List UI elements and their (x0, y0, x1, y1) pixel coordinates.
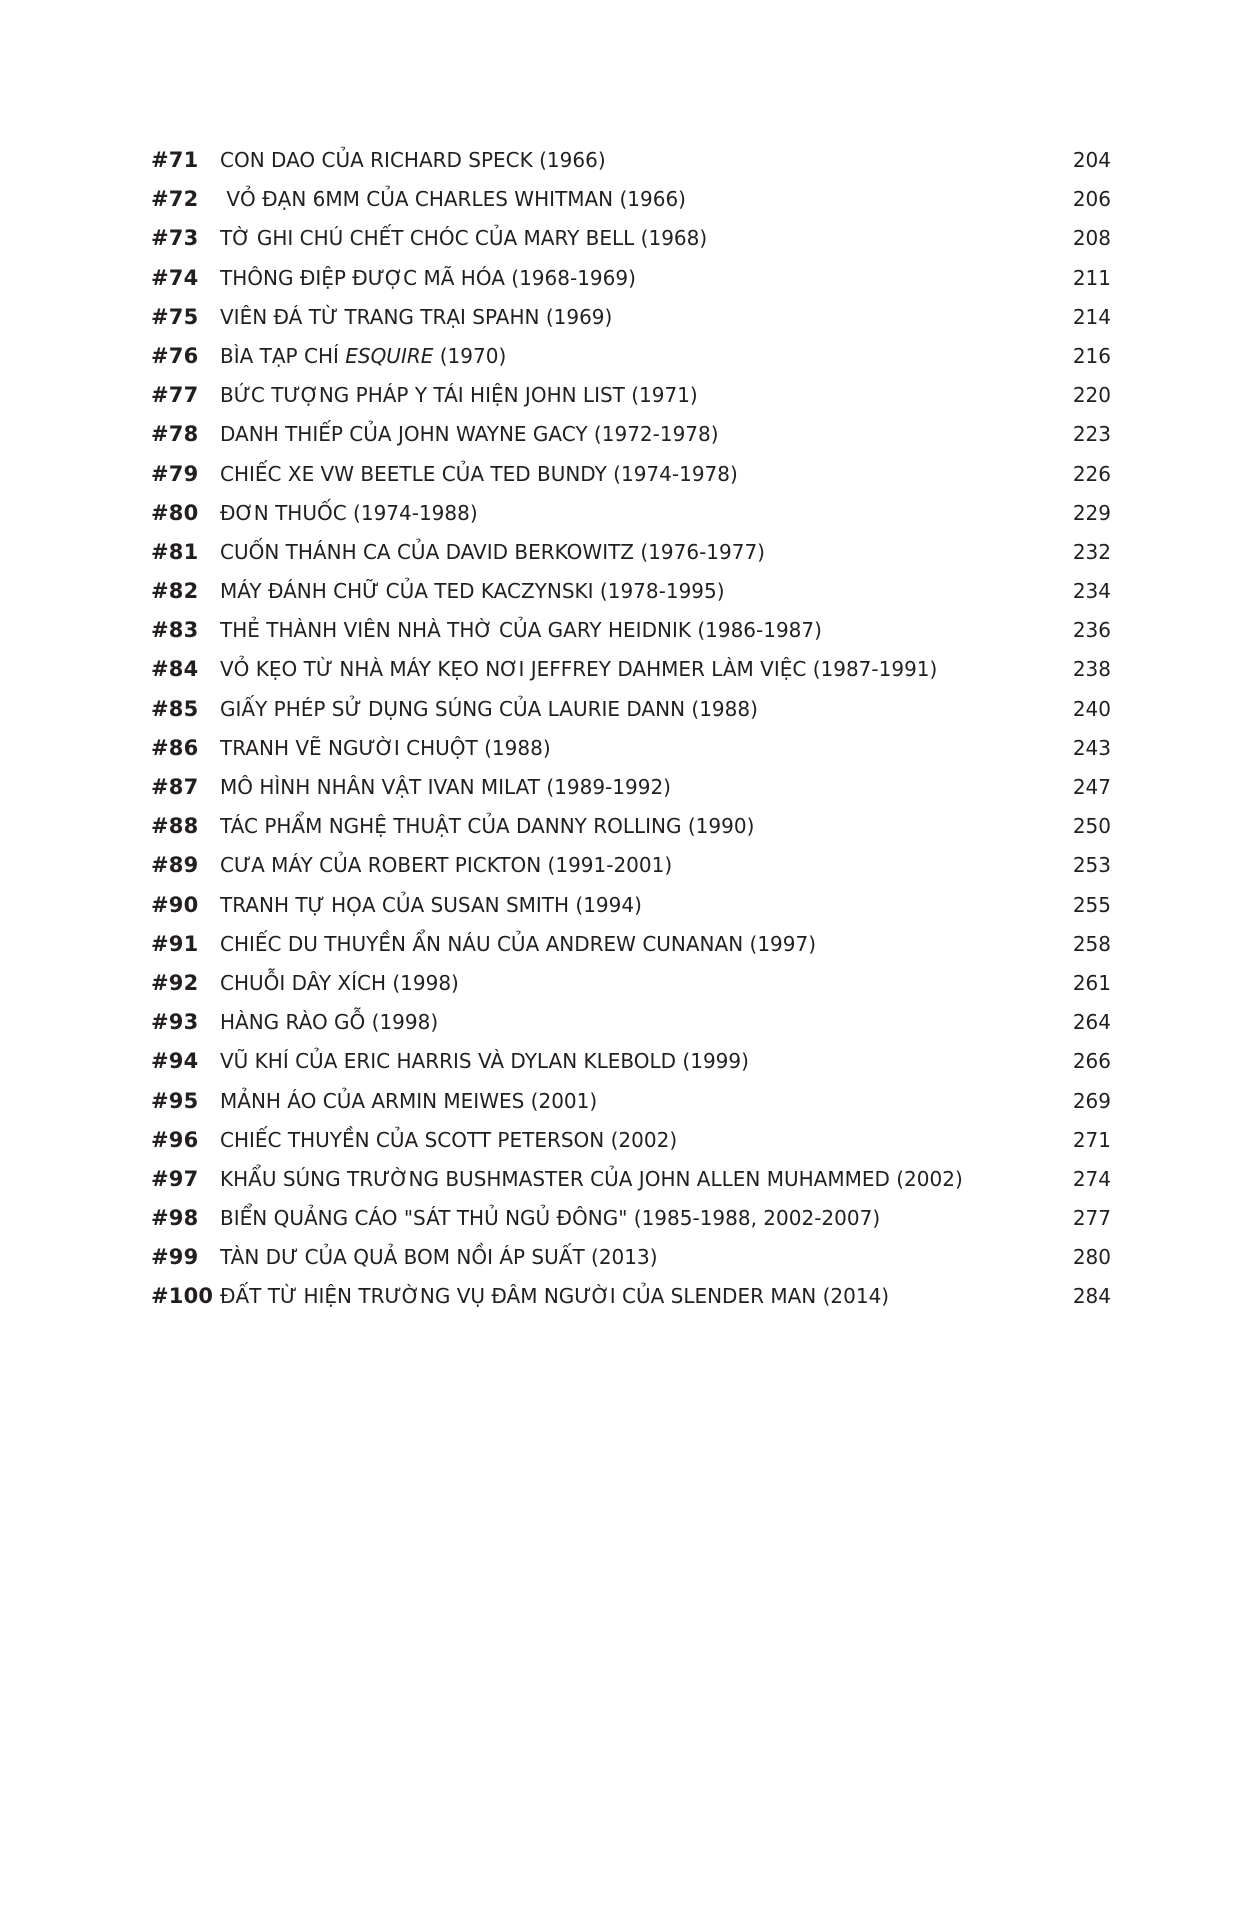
toc-entry (151, 337, 1111, 376)
toc-entry (151, 768, 1111, 807)
entry-number: #78 (151, 422, 199, 447)
entry-number: #85 (151, 696, 199, 721)
toc-entry (151, 690, 1111, 729)
toc-entry (151, 1082, 1111, 1121)
toc-entry (151, 455, 1111, 494)
toc-entry (151, 219, 1111, 258)
entry-page-number: 229 (1072, 500, 1111, 525)
toc-entry (151, 259, 1111, 298)
entry-number: #93 (151, 1010, 199, 1035)
entry-number: #73 (151, 226, 199, 251)
toc-entry (151, 1121, 1111, 1160)
entry-title: MẢNH ÁO CỦA ARMIN MEIWES (2001) (220, 1088, 598, 1113)
toc-entry (151, 298, 1111, 337)
entry-number: #88 (151, 814, 199, 839)
entry-page-number: 277 (1072, 1206, 1111, 1231)
entry-page-number: 234 (1072, 579, 1111, 604)
entry-number: #91 (151, 931, 199, 956)
entry-page-number: 274 (1072, 1166, 1111, 1191)
entry-title-prefix: BÌA TẠP CHÍ (220, 343, 346, 368)
entry-title: VỎ ĐẠN 6MM CỦA CHARLES WHITMAN (1966) (220, 187, 686, 212)
toc-entry (151, 1160, 1111, 1199)
entry-page-number: 238 (1072, 657, 1111, 682)
entry-number: #72 (151, 187, 199, 212)
entry-title: TỜ GHI CHÚ CHẾT CHÓC CỦA MARY BELL (1968) (220, 226, 708, 251)
entry-title: TÀN DƯ CỦA QUẢ BOM NỒI ÁP SUẤT (2013) (220, 1245, 658, 1270)
toc-entry (151, 572, 1111, 611)
toc-entry (151, 376, 1111, 415)
toc-entry (151, 1199, 1111, 1238)
toc-entry (151, 964, 1111, 1003)
entry-title: TRANH TỰ HỌA CỦA SUSAN SMITH (1994) (220, 892, 642, 917)
toc-entry (151, 1003, 1111, 1042)
entry-number: #96 (151, 1127, 199, 1152)
entry-title: THÔNG ĐIỆP ĐƯỢC MÃ HÓA (1968-1969) (220, 265, 636, 290)
toc-entry (151, 729, 1111, 768)
entry-number: #74 (151, 265, 199, 290)
entry-title: VỎ KẸO TỪ NHÀ MÁY KẸO NƠI JEFFREY DAHMER LÀM VIỆC (1987-1991) (220, 657, 938, 682)
entry-page-number: 250 (1072, 814, 1111, 839)
entry-title: VŨ KHÍ CỦA ERIC HARRIS VÀ DYLAN KLEBOLD (1999) (220, 1049, 749, 1074)
entry-title: VIÊN ĐÁ TỪ TRANG TRẠI SPAHN (1969) (220, 304, 613, 329)
entry-page-number: 243 (1072, 735, 1111, 760)
entry-number: #99 (151, 1245, 199, 1270)
entry-number: #71 (151, 148, 199, 172)
entry-page-number: 247 (1072, 775, 1111, 799)
entry-title: TRANH VẼ NGƯỜI CHUỘT (1988) (220, 735, 551, 760)
entry-number: #84 (151, 657, 199, 682)
entry-number: #90 (151, 892, 199, 917)
toc-entry (151, 650, 1111, 689)
toc-entry (151, 494, 1111, 533)
toc-entry (151, 846, 1111, 885)
entry-number: #100 (151, 1284, 214, 1309)
toc-entry (151, 611, 1111, 650)
entry-page-number: 232 (1072, 539, 1111, 564)
entry-number: #75 (151, 304, 199, 329)
entry-page-number: 211 (1072, 265, 1111, 290)
entry-number: #89 (151, 853, 199, 878)
entry-title: CHIẾC THUYỀN CỦA SCOTT PETERSON (2002) (220, 1127, 678, 1152)
entry-number: #92 (151, 970, 199, 995)
entry-page-number: 266 (1072, 1049, 1111, 1074)
entry-number: #82 (151, 579, 199, 604)
entry-title: MÔ HÌNH NHÂN VẬT IVAN MILAT (1989-1992) (220, 775, 671, 799)
entry-title: BIỂN QUẢNG CÁO "SÁT THỦ NGỦ ĐÔNG" (1985-1988, 2002-2007) (220, 1206, 881, 1231)
entry-page-number: 269 (1072, 1088, 1111, 1113)
entry-title: MÁY ĐÁNH CHỮ CỦA TED KACZYNSKI (1978-1995) (220, 579, 725, 604)
entry-page-number: 204 (1072, 148, 1111, 172)
entry-page-number: 206 (1072, 187, 1111, 212)
entry-page-number: 226 (1072, 461, 1111, 486)
entry-page-number: 223 (1072, 422, 1111, 447)
entry-page-number: 236 (1072, 618, 1111, 643)
entry-title: ĐƠN THUỐC (1974-1988) (220, 500, 478, 525)
entry-page-number: 240 (1072, 696, 1111, 721)
toc-entry (151, 925, 1111, 964)
entry-page-number: 280 (1072, 1245, 1111, 1270)
entry-title: GIẤY PHÉP SỬ DỤNG SÚNG CỦA LAURIE DANN (1988) (220, 696, 758, 721)
entry-number: #83 (151, 618, 199, 643)
toc-entry (151, 807, 1111, 846)
entry-page-number: 271 (1072, 1127, 1111, 1152)
entry-number: #86 (151, 735, 199, 760)
entry-number: #76 (151, 343, 199, 368)
entry-title: CHIẾC XE VW BEETLE CỦA TED BUNDY (1974-1978) (220, 461, 738, 486)
entry-page-number: 253 (1072, 853, 1111, 878)
entry-page-number: 261 (1072, 970, 1111, 995)
entry-title: CƯA MÁY CỦA ROBERT PICKTON (1991-2001) (220, 853, 673, 878)
toc-entry (151, 415, 1111, 454)
entry-title: TÁC PHẨM NGHỆ THUẬT CỦA DANNY ROLLING (1990) (220, 814, 755, 839)
entry-number: #87 (151, 775, 199, 799)
entry-page-number: 284 (1072, 1284, 1111, 1309)
entry-title (220, 337, 506, 376)
entry-title: KHẨU SÚNG TRƯỜNG BUSHMASTER CỦA JOHN ALLEN MUHAMMED (2002) (220, 1166, 963, 1191)
entry-title: CHIẾC DU THUYỀN ẨN NÁU CỦA ANDREW CUNANAN (1997) (220, 931, 817, 956)
entry-title: CUỐN THÁNH CA CỦA DAVID BERKOWITZ (1976-1977) (220, 539, 765, 564)
entry-number: #77 (151, 383, 199, 408)
entry-page-number: 216 (1072, 343, 1111, 368)
entry-page-number: 264 (1072, 1010, 1111, 1035)
entry-number: #79 (151, 461, 199, 486)
toc-entry (151, 1277, 1111, 1316)
entry-title: DANH THIẾP CỦA JOHN WAYNE GACY (1972-1978) (220, 422, 719, 447)
toc-entry (151, 533, 1111, 572)
entry-title: CHUỖI DÂY XÍCH (1998) (220, 970, 459, 995)
entry-number: #80 (151, 500, 199, 525)
entry-title-italic: ESQUIRE (345, 343, 434, 368)
entry-title: CON DAO CỦA RICHARD SPECK (1966) (220, 148, 606, 172)
entry-title: ĐẤT TỪ HIỆN TRƯỜNG VỤ ĐÂM NGƯỜI CỦA SLENDER MAN (2014) (220, 1284, 890, 1309)
entry-number: #95 (151, 1088, 199, 1113)
entry-number: #81 (151, 539, 199, 564)
entry-title-suffix: (1970) (433, 343, 507, 368)
entry-title: THẺ THÀNH VIÊN NHÀ THỜ CỦA GARY HEIDNIK (1986-1987) (220, 618, 822, 643)
entry-page-number: 208 (1072, 226, 1111, 251)
entry-title: BỨC TƯỢNG PHÁP Y TÁI HIỆN JOHN LIST (1971) (220, 383, 698, 408)
toc-entry (151, 1238, 1111, 1277)
toc-entry (151, 886, 1111, 925)
toc-entry (151, 180, 1111, 219)
entry-page-number: 220 (1072, 383, 1111, 408)
toc-entry (151, 141, 1111, 180)
entry-page-number: 214 (1072, 304, 1111, 329)
entry-number: #98 (151, 1206, 199, 1231)
entry-page-number: 258 (1072, 931, 1111, 956)
entry-page-number: 255 (1072, 892, 1111, 917)
toc-entry (151, 1042, 1111, 1081)
entry-number: #94 (151, 1049, 199, 1074)
table-of-contents (151, 141, 1111, 1317)
entry-title: HÀNG RÀO GỖ (1998) (220, 1010, 439, 1035)
entry-number: #97 (151, 1166, 199, 1191)
